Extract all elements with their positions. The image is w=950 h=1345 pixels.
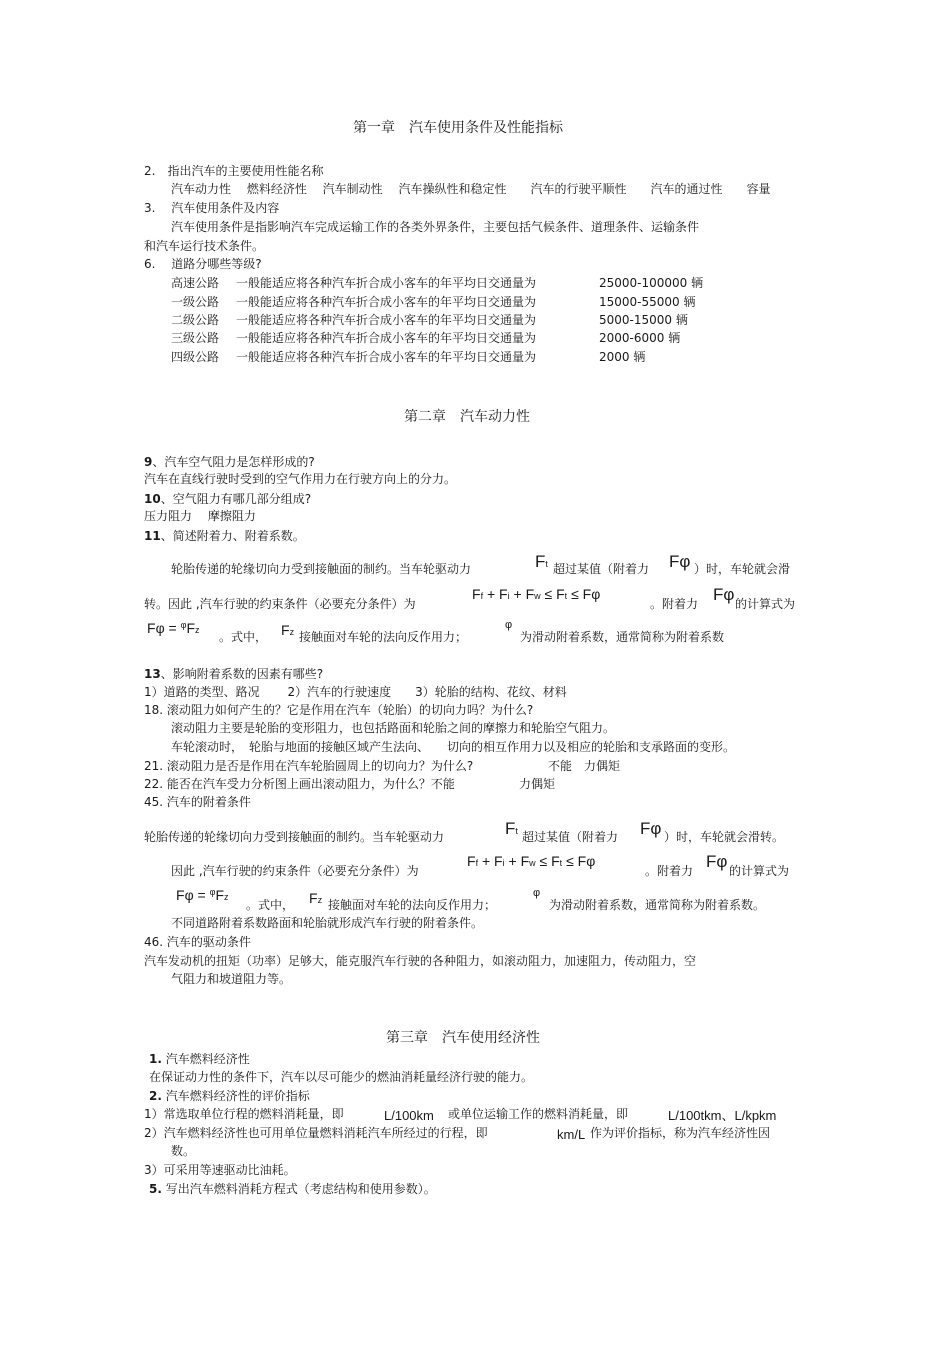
road-grade-volume: 15000-55000 辆	[599, 295, 696, 309]
ch2-q11-text: 轮胎传递的轮缘切向力受到接触面的制约。当车轮驱动力	[171, 562, 472, 576]
ch3-q2-text: 2）汽车燃料经济性也可用单位量燃料消耗汽车所经过的行程，即	[144, 1126, 488, 1140]
road-grade-desc: 一般能适应将各种汽车折合成小客车的年平均日交通量为	[236, 331, 537, 345]
ch2-q46-answer: 汽车发动机的扭矩（功率）足够大，能克服汽车行驶的各种阻力，如滚动阻力，加速阻力，传动阻力，空	[144, 954, 697, 968]
ch3-q2-text: 1）常选取单位行程的燃料消耗量，即	[144, 1107, 344, 1121]
ch3-q2-text: 数。	[171, 1144, 196, 1158]
chapter3-title: 第三章 汽车使用经济性	[386, 1030, 540, 1046]
ch2-q11-text: 超过某值（附着力	[553, 562, 650, 576]
ch3-q2-question: 2. 汽车燃料经济性的评价指标	[149, 1089, 310, 1103]
ch2-q45-text: 轮胎传递的轮缘切向力受到接触面的制约。当车轮驱动力	[144, 830, 445, 844]
ch2-q11-text: 。附着力	[650, 597, 699, 611]
ch2-q45-text: ）时，车轮就会滑转。	[664, 830, 785, 844]
ch2-q45-text: 接触面对车轮的法向反作用力；	[328, 898, 497, 912]
ch2-q45-text: 因此 ,汽车行驶的约束条件（必要充分条件）为	[171, 864, 419, 878]
ch2-q9-answer: 汽车在直线行驶时受到的空气作用力在行驶方向上的分力。	[144, 472, 457, 486]
ch1-q3-answer-line1: 汽车使用条件是指影响汽车完成运输工作的各类外界条件，主要包括气候条件、道理条件、运输条件	[171, 220, 700, 234]
chapter1-title: 第一章 汽车使用条件及性能指标	[353, 120, 563, 136]
formula-adhesion: Fφ = $^\varphi$Fz	[147, 620, 200, 636]
road-grade: 二级公路	[171, 313, 220, 327]
formula-adhesion: Fφ = $^\varphi$Fz	[176, 887, 229, 903]
road-grade: 一级公路	[171, 295, 220, 309]
ch2-q21-question: 21. 滚动阻力是否是作用在汽车轮胎圆周上的切向力？为什么?	[144, 759, 474, 773]
ch2-q11-text: 。式中，	[219, 630, 268, 644]
ch3-q1-question: 1. 汽车燃料经济性	[149, 1052, 250, 1066]
road-grade-volume: 25000-100000 辆	[599, 276, 704, 290]
ch1-q3-question: 3. 汽车使用条件及内容	[144, 201, 280, 215]
road-grade-volume: 2000 辆	[599, 350, 646, 364]
ch2-q11-text: 转。因此 ,汽车行驶的约束条件（必要充分条件）为	[144, 597, 416, 611]
road-grade-desc: 一般能适应将各种汽车折合成小客车的年平均日交通量为	[236, 295, 537, 309]
ch2-q11-text: 的计算式为	[735, 597, 796, 611]
ch2-q18-question: 18. 滚动阻力如何产生的？它是作用在汽车（轮胎）的切向力吗？为什么?	[144, 703, 534, 717]
ch2-q13-answer: 1）道路的类型、路况 2）汽车的行驶速度 3）轮胎的结构、花纹、材料	[144, 685, 567, 699]
ch1-q6-question: 6. 道路分哪些等级?	[144, 257, 262, 271]
formula-Fphi: Fφ	[713, 585, 735, 604]
unit-l-per-100km: L/100km	[384, 1108, 434, 1123]
ch2-q18-answer: 车轮滚动时， 轮胎与地面的接触区域产生法向、 切向的相互作用力以及相应的轮胎和支承路面的变形。	[171, 740, 736, 754]
unit-km-per-l: km/L	[557, 1127, 586, 1142]
road-grade-desc: 一般能适应将各种汽车折合成小客车的年平均日交通量为	[236, 313, 537, 327]
ch1-q2-answer: 汽车动力性 燃料经济性 汽车制动性 汽车操纵性和稳定性 汽车的行驶平顺性 汽车的通过性 容量	[171, 182, 771, 196]
ch2-q45-text: 的计算式为	[729, 864, 790, 878]
road-grade: 三级公路	[171, 331, 220, 345]
ch3-q2-text: 作为评价指标，称为汽车经济性因	[590, 1126, 771, 1140]
road-grade-volume: 5000-15000 辆	[599, 313, 688, 327]
ch2-q45-text: 为滑动附着系数，通常简称为附着系数。	[549, 898, 766, 912]
ch2-q45-text: 不同道路附着系数路面和轮胎就形成汽车行驶的附着条件。	[171, 916, 484, 930]
ch3-q2-text: 或单位运输工作的燃料消耗量，即	[448, 1107, 629, 1121]
ch2-q11-text: ）时，车轮就会滑	[694, 562, 791, 576]
ch2-q45-text: 。附着力	[645, 864, 694, 878]
formula-Fz: Fz	[309, 890, 323, 906]
ch2-q45-text: 超过某值（附着力	[522, 830, 619, 844]
ch2-q46-answer: 气阻力和坡道阻力等。	[171, 972, 292, 986]
ch3-q2-text: 3）可采用等速驱动比油耗。	[144, 1163, 296, 1177]
ch2-q9-question: 9、汽车空气阻力是怎样形成的?	[144, 455, 315, 469]
formula-Fphi: Fφ	[706, 852, 728, 871]
formula-Ft: Ft	[505, 819, 518, 838]
chapter2-title: 第二章 汽车动力性	[404, 409, 530, 425]
ch3-q1-answer: 在保证动力性的条件下，汽车以尽可能少的燃油消耗量经济行驶的能力。	[149, 1070, 534, 1084]
ch1-q3-answer-line2: 和汽车运行技术条件。	[144, 239, 265, 253]
formula-phi: φ	[533, 887, 541, 899]
formula-Ft: Ft	[535, 552, 548, 571]
road-grade: 高速公路	[171, 276, 220, 290]
road-grade-desc: 一般能适应将各种汽车折合成小客车的年平均日交通量为	[236, 276, 537, 290]
unit-l-per-100tkm: L/100tkm、L/kpkm	[668, 1108, 777, 1123]
ch2-q13-question: 13、影响附着系数的因素有哪些?	[144, 667, 324, 681]
ch2-q11-question: 11、简述附着力、附着系数。	[144, 529, 305, 543]
ch2-q22-question: 22. 能否在汽车受力分析图上画出滚动阻力，为什么？不能	[144, 777, 455, 791]
ch2-q18-answer: 滚动阻力主要是轮胎的变形阻力，也包括路面和轮胎之间的摩擦力和轮胎空气阻力。	[171, 721, 616, 735]
ch2-q45-text: 。式中，	[246, 898, 295, 912]
formula-Fphi: Fφ	[669, 552, 691, 571]
ch2-q11-text: 为滑动附着系数，通常简称为附着系数	[520, 630, 725, 644]
ch2-q11-text: 接触面对车轮的法向反作用力；	[299, 630, 468, 644]
formula-Fphi: Fφ	[640, 819, 662, 838]
ch2-q21-answer: 不能 力偶矩	[548, 759, 621, 773]
road-grade-desc: 一般能适应将各种汽车折合成小客车的年平均日交通量为	[236, 350, 537, 364]
ch2-q10-answer: 压力阻力 摩擦阻力	[144, 509, 256, 523]
ch2-q10-question: 10、空气阻力有哪几部分组成?	[144, 492, 312, 506]
formula-phi: φ	[505, 619, 513, 631]
ch2-q22-answer: 力偶矩	[519, 777, 556, 791]
ch3-q5-question: 5. 写出汽车燃料消耗方程式（考虑结构和使用参数）。	[149, 1182, 436, 1196]
road-grade-volume: 2000-6000 辆	[599, 331, 681, 345]
formula-constraint: Ff + Fi + Fw ≤ Ft ≤ Fφ	[467, 853, 596, 869]
ch2-q45-question: 45. 汽车的附着条件	[144, 795, 251, 809]
formula-Fz: Fz	[281, 622, 295, 638]
road-grade: 四级公路	[171, 350, 220, 364]
formula-constraint: Ff + Fi + Fw ≤ Ft ≤ Fφ	[472, 586, 601, 602]
ch2-q46-question: 46. 汽车的驱动条件	[144, 935, 251, 949]
ch1-q2-question: 2. 指出汽车的主要使用性能名称	[144, 164, 324, 178]
